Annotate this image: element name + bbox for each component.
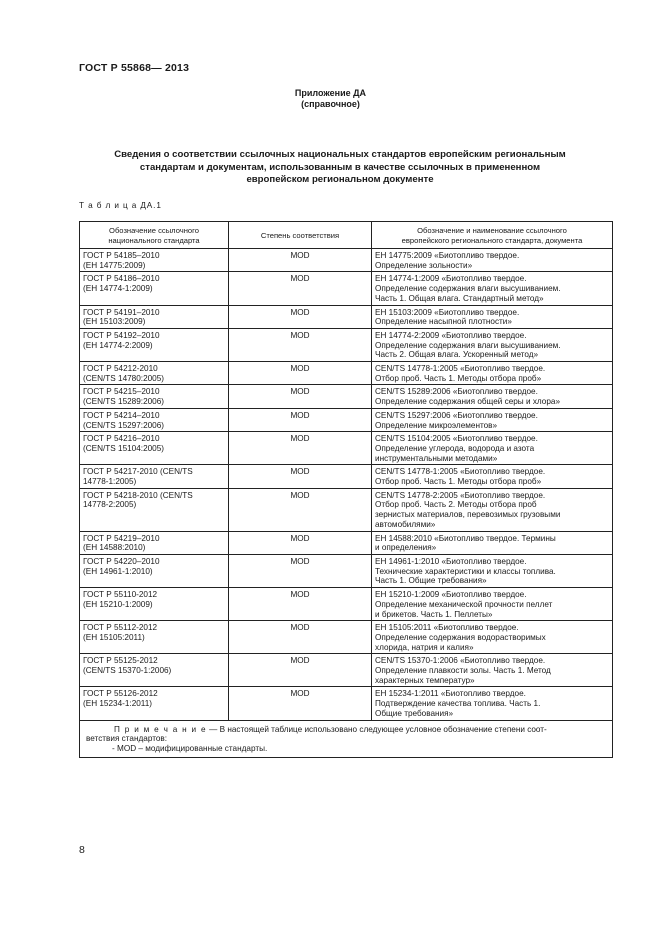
- european-standard-line: Определение содержания общей серы и хлора»: [375, 397, 560, 407]
- page-number: 8: [79, 844, 85, 856]
- european-standard-line: Определение содержания влаги высушиванием.: [375, 284, 561, 294]
- table-row: [80, 272, 613, 305]
- national-standard-line: (ЕН 14774-1:2009): [83, 284, 153, 294]
- european-standard-cell: [372, 554, 613, 587]
- european-standard-line: ЕН 14588:2010 «Биотопливо твердое. Термины: [375, 533, 556, 543]
- national-standard-cell: [80, 385, 229, 408]
- european-standard-line: Часть 1. Общие требования»: [375, 576, 487, 586]
- european-standard-line: Определение плавкости золы. Часть 1. Метод: [375, 666, 551, 676]
- european-standard-line: CEN/TS 14778-1:2005 «Биотопливо твердое.: [375, 467, 546, 477]
- national-standard-line: (CEN/TS 15297:2006): [83, 420, 165, 430]
- national-standard-line: (CEN/TS 15370-1:2006): [83, 666, 172, 676]
- table-row: [80, 621, 613, 654]
- european-standard-line: Технические характеристики и классы топлива.: [375, 566, 556, 576]
- degree-cell: MOD: [229, 554, 372, 587]
- european-standard-line: ЕН 15103:2009 «Биотопливо твердое.: [375, 307, 520, 317]
- national-standard-line: (CEN/TS 14780:2005): [83, 373, 165, 383]
- european-standard-line: ЕН 14774-2:2009 «Биотопливо твердое.: [375, 330, 527, 340]
- european-standard-line: Общие требования»: [375, 708, 454, 718]
- national-standard-cell: [80, 531, 229, 554]
- european-standard-line: Часть 1. Общая влага. Стандартный метод»: [375, 293, 544, 303]
- national-standard-line: ГОСТ Р 54220–2010: [83, 556, 160, 566]
- header-national-standard: Обозначение ссылочного национального стандарта: [80, 222, 229, 249]
- european-standard-line: ЕН 14774-1:2009 «Биотопливо твердое.: [375, 274, 527, 284]
- table-note: [80, 720, 613, 757]
- degree-cell: MOD: [229, 531, 372, 554]
- table-body: [80, 249, 613, 721]
- table-row: [80, 554, 613, 587]
- european-standard-line: автомобилями»: [375, 519, 436, 529]
- national-standard-line: (ЕН 15103:2009): [83, 317, 146, 327]
- european-standard-cell: [372, 654, 613, 687]
- european-standard-line: ЕН 15210-1:2009 «Биотопливо твердое.: [375, 590, 527, 600]
- national-standard-line: ГОСТ Р 55125-2012: [83, 656, 158, 666]
- national-standard-line: ГОСТ Р 55126-2012: [83, 689, 158, 699]
- table-caption: Т а б л и ц а ДА.1: [79, 201, 162, 210]
- european-standard-line: зернистых материалов, перевозимых грузовыми: [375, 510, 561, 520]
- european-standard-cell: [372, 272, 613, 305]
- national-standard-cell: [80, 687, 229, 720]
- table-row: [80, 465, 613, 488]
- annex-note: (справочное): [301, 99, 360, 109]
- national-standard-line: 14778-2:2005): [83, 500, 137, 510]
- national-standard-line: (ЕН 14588:2010): [83, 543, 146, 553]
- european-standard-line: CEN/TS 15370-1:2006 «Биотопливо твердое.: [375, 656, 546, 666]
- national-standard-cell: [80, 272, 229, 305]
- degree-cell: MOD: [229, 488, 372, 531]
- european-standard-line: Часть 2. Общая влага. Ускоренный метод»: [375, 350, 539, 360]
- national-standard-line: (ЕН 15234-1:2011): [83, 699, 153, 709]
- national-standard-cell: [80, 362, 229, 385]
- european-standard-line: Определение механической прочности пеллет: [375, 599, 553, 609]
- national-standard-line: (ЕН 15210-1:2009): [83, 599, 153, 609]
- national-standard-line: ГОСТ Р 54185–2010: [83, 251, 160, 260]
- national-standard-line: ГОСТ Р 54216–2010: [83, 434, 160, 444]
- european-standard-cell: [372, 531, 613, 554]
- national-standard-line: ГОСТ Р 54218-2010 (CEN/TS: [83, 490, 193, 500]
- note-mod-definition: - MOD – модифицированные стандарты.: [112, 743, 268, 753]
- table-row: [80, 654, 613, 687]
- european-standard-line: и определения»: [375, 543, 437, 553]
- european-standard-line: Определение зольности»: [375, 260, 473, 270]
- degree-cell: MOD: [229, 588, 372, 621]
- european-standard-line: хлорида, натрия и калия»: [375, 642, 474, 652]
- european-standard-cell: [372, 588, 613, 621]
- table-row: [80, 531, 613, 554]
- national-standard-cell: [80, 465, 229, 488]
- european-standard-cell: [372, 249, 613, 272]
- national-standard-line: ГОСТ Р 54191–2010: [83, 307, 160, 317]
- european-standard-line: Определение насыпной плотности»: [375, 317, 512, 327]
- european-standard-line: Подтверждение качества топлива. Часть 1.: [375, 699, 541, 709]
- european-standard-cell: [372, 362, 613, 385]
- title-line: стандартам и документам, использованным в качестве ссылочных в примененном: [139, 161, 541, 173]
- table-row: [80, 249, 613, 272]
- note-text-continued: ветствия стандартов:: [86, 734, 168, 744]
- national-standard-line: ГОСТ Р 54219–2010: [83, 533, 160, 543]
- note-label: П р и м е ч а н и е: [114, 724, 207, 734]
- header-degree: Степень соответствия: [229, 222, 372, 249]
- national-standard-line: ГОСТ Р 54186–2010: [83, 274, 160, 284]
- title-line: Сведения о соответствии ссылочных национальных стандартов европейским региональным: [114, 149, 566, 160]
- european-standard-line: Определение содержания водорастворимых: [375, 632, 546, 642]
- national-standard-cell: [80, 488, 229, 531]
- european-standard-line: CEN/TS 15297:2006 «Биотопливо твердое.: [375, 410, 538, 420]
- national-standard-line: ГОСТ Р 54192–2010: [83, 330, 160, 340]
- european-standard-cell: [372, 687, 613, 720]
- national-standard-line: ГОСТ Р 55110-2012: [83, 590, 158, 600]
- degree-cell: MOD: [229, 305, 372, 328]
- european-standard-line: CEN/TS 15104:2005 «Биотопливо твердое.: [375, 434, 538, 444]
- national-standard-line: ГОСТ Р 54214–2010: [83, 410, 160, 420]
- annex-heading: [0, 88, 661, 110]
- national-standard-line: (CEN/TS 15104:2005): [83, 443, 165, 453]
- degree-cell: MOD: [229, 362, 372, 385]
- table-row: [80, 408, 613, 431]
- degree-cell: MOD: [229, 621, 372, 654]
- table-row: [80, 432, 613, 465]
- european-standard-line: ЕН 15234-1:2011 «Биотопливо твердое.: [375, 689, 526, 699]
- national-standard-cell: [80, 432, 229, 465]
- national-standard-line: 14778-1:2005): [83, 477, 137, 487]
- european-standard-line: ЕН 14961-1:2010 «Биотопливо твердое.: [375, 556, 527, 566]
- european-standard-line: Отбор проб. Часть 2. Методы отбора проб: [375, 500, 537, 510]
- national-standard-cell: [80, 328, 229, 361]
- national-standard-cell: [80, 621, 229, 654]
- national-standard-line: ГОСТ Р 54212-2010: [83, 364, 158, 374]
- national-standard-cell: [80, 588, 229, 621]
- european-standard-line: Отбор проб. Часть 1. Методы отбора проб»: [375, 477, 542, 487]
- national-standard-cell: [80, 305, 229, 328]
- annex-title: Приложение ДА: [294, 88, 367, 98]
- european-standard-line: ЕН 15105:2011 «Биотопливо твердое.: [375, 623, 519, 633]
- note-text: — В настоящей таблице использовано следующее условное обозначение степени соот-: [206, 724, 547, 734]
- european-standard-cell: [372, 432, 613, 465]
- european-standard-cell: [372, 465, 613, 488]
- degree-cell: MOD: [229, 465, 372, 488]
- national-standard-line: (ЕН 14961-1:2010): [83, 566, 153, 576]
- national-standard-line: ГОСТ Р 54215–2010: [83, 387, 160, 397]
- european-standard-line: CEN/TS 15289:2006 «Биотопливо твердое.: [375, 387, 538, 397]
- european-standard-cell: [372, 385, 613, 408]
- european-standard-line: CEN/TS 14778-1:2005 «Биотопливо твердое.: [375, 364, 546, 374]
- table-row: [80, 588, 613, 621]
- european-standard-cell: [372, 488, 613, 531]
- table-row: [80, 305, 613, 328]
- table-header-row: [80, 222, 613, 249]
- degree-cell: MOD: [229, 328, 372, 361]
- degree-cell: MOD: [229, 408, 372, 431]
- title-line: европейском региональном документе: [246, 174, 434, 185]
- national-standard-line: (ЕН 15105:2011): [83, 632, 145, 642]
- national-standard-line: (ЕН 14774-2:2009): [83, 340, 153, 350]
- european-standard-line: Определение углерода, водорода и азота: [375, 443, 535, 453]
- european-standard-line: CEN/TS 14778-2:2005 «Биотопливо твердое.: [375, 490, 546, 500]
- degree-cell: MOD: [229, 654, 372, 687]
- european-standard-cell: [372, 408, 613, 431]
- table-row: [80, 328, 613, 361]
- european-standard-line: Определение микроэлементов»: [375, 420, 498, 430]
- degree-cell: MOD: [229, 272, 372, 305]
- document-header: ГОСТ Р 55868— 2013: [79, 62, 190, 74]
- european-standard-cell: [372, 621, 613, 654]
- table-row: [80, 488, 613, 531]
- national-standard-cell: [80, 554, 229, 587]
- european-standard-line: и брикетов. Часть 1. Пеллеты»: [375, 609, 493, 619]
- degree-cell: MOD: [229, 432, 372, 465]
- degree-cell: MOD: [229, 385, 372, 408]
- correspondence-table: [79, 221, 613, 758]
- national-standard-cell: [80, 408, 229, 431]
- table-note-row: [80, 720, 613, 757]
- document-title: [60, 149, 620, 187]
- national-standard-line: (ЕН 14775:2009): [83, 260, 146, 270]
- european-standard-cell: [372, 328, 613, 361]
- european-standard-line: Определение содержания влаги высушиванием.: [375, 340, 561, 350]
- european-standard-cell: [372, 305, 613, 328]
- header-european-standard: Обозначение и наименование ссылочного европейского регионального стандарта, документа: [372, 222, 613, 249]
- table-row: [80, 385, 613, 408]
- european-standard-line: характерных температур»: [375, 675, 475, 685]
- national-standard-line: ГОСТ Р 54217-2010 (CEN/TS: [83, 467, 193, 477]
- european-standard-line: инструментальными методами»: [375, 453, 498, 463]
- national-standard-cell: [80, 249, 229, 272]
- european-standard-line: Отбор проб. Часть 1. Методы отбора проб»: [375, 373, 542, 383]
- table-row: [80, 362, 613, 385]
- national-standard-line: ГОСТ Р 55112-2012: [83, 623, 158, 633]
- table-row: [80, 687, 613, 720]
- european-standard-line: ЕН 14775:2009 «Биотопливо твердое.: [375, 251, 520, 260]
- degree-cell: MOD: [229, 687, 372, 720]
- national-standard-line: (CEN/TS 15289:2006): [83, 397, 165, 407]
- national-standard-cell: [80, 654, 229, 687]
- degree-cell: MOD: [229, 249, 372, 272]
